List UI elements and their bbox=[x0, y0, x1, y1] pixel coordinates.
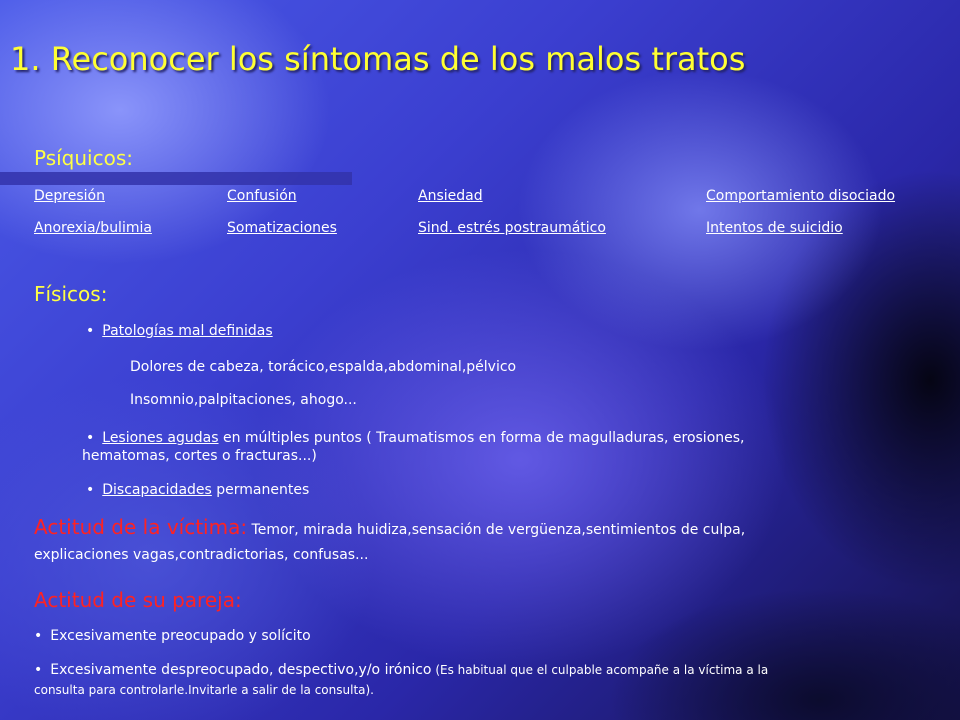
link-somatizaciones[interactable]: Somatizaciones bbox=[227, 220, 337, 236]
list-item bbox=[34, 660, 768, 680]
link-patologias[interactable]: Patologías mal definidas bbox=[102, 323, 273, 339]
link-discapacidades[interactable]: Discapacidades bbox=[102, 482, 212, 498]
list-item bbox=[86, 321, 273, 341]
accent-bar bbox=[0, 172, 352, 185]
page-title: 1. Reconocer los síntomas de los malos tratos bbox=[10, 40, 746, 78]
link-intentos-suicidio[interactable]: Intentos de suicidio bbox=[706, 220, 843, 236]
actitud-victima-line bbox=[34, 514, 745, 543]
list-item-text: Excesivamente despreocupado, despectivo,y/o irónico bbox=[50, 662, 432, 678]
list-item-note: consulta para controlarle.Invitarle a salir de la consulta). bbox=[34, 683, 374, 697]
bullet: • bbox=[86, 323, 95, 339]
actitud-pareja-heading: Actitud de su pareja: bbox=[34, 588, 242, 612]
link-sind-estres[interactable]: Sind. estrés postraumático bbox=[418, 220, 606, 236]
list-subitem: Insomnio,palpitaciones, ahogo... bbox=[130, 392, 357, 408]
list-item-text: en múltiples puntos ( Traumatismos en forma de magulladuras, erosiones, bbox=[218, 430, 745, 446]
list-item-text: permanentes bbox=[211, 482, 310, 498]
psiquicos-heading: Psíquicos: bbox=[34, 146, 134, 170]
list-item-text: Excesivamente preocupado y solícito bbox=[50, 628, 311, 644]
link-lesiones-agudas[interactable]: Lesiones agudas bbox=[102, 430, 219, 446]
actitud-victima-text: explicaciones vagas,contradictorias, confusas... bbox=[34, 547, 369, 563]
link-depresion[interactable]: Depresión bbox=[34, 188, 105, 204]
list-subitem: Dolores de cabeza, torácico,espalda,abdominal,pélvico bbox=[130, 359, 517, 375]
bullet: • bbox=[34, 662, 43, 678]
list-item bbox=[34, 626, 311, 646]
list-item bbox=[86, 480, 309, 500]
bullet: • bbox=[86, 482, 95, 498]
link-confusion[interactable]: Confusión bbox=[227, 188, 297, 204]
list-item bbox=[86, 428, 745, 448]
fisicos-heading: Físicos: bbox=[34, 282, 108, 306]
link-comportamiento-disociado[interactable]: Comportamiento disociado bbox=[706, 188, 896, 204]
link-ansiedad[interactable]: Ansiedad bbox=[418, 188, 483, 204]
link-anorexia-bulimia[interactable]: Anorexia/bulimia bbox=[34, 220, 152, 236]
bullet: • bbox=[86, 430, 95, 446]
list-item-note: (Es habitual que el culpable acompañe a la víctima a la bbox=[431, 663, 769, 677]
list-item-text: hematomas, cortes o fracturas...) bbox=[82, 448, 317, 464]
actitud-victima-text: Temor, mirada huidiza,sensación de vergüenza,sentimientos de culpa, bbox=[247, 522, 746, 538]
bullet: • bbox=[34, 628, 43, 644]
actitud-victima-heading: Actitud de la víctima: bbox=[34, 515, 248, 539]
